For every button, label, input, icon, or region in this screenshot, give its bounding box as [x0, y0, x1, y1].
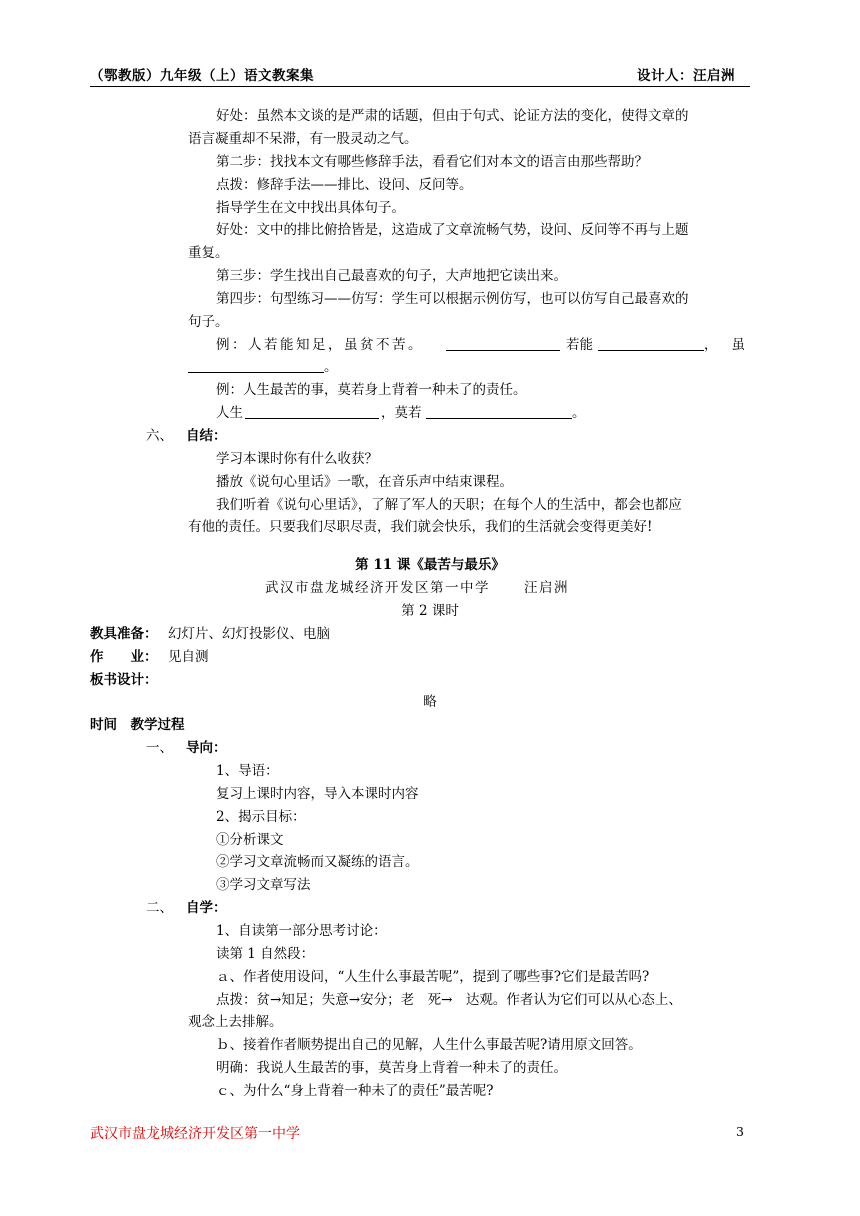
board-value: 略 [423, 694, 437, 710]
homework-value: 见自测 [168, 649, 209, 665]
tools-value: 幻灯片、幻灯投影仪、电脑 [168, 626, 330, 642]
example-1-end: 。 [324, 359, 338, 375]
text-line: 有他的责任。只要我们尽职尽责，我们就会快乐，我们的生活就会变得更美好! [188, 519, 653, 535]
example-2-fill-b: ，莫若 [381, 405, 422, 421]
section-6-number: 六、 [146, 428, 173, 444]
board-label: 板书设计： [90, 672, 158, 688]
section-2-number: 二、 [146, 900, 173, 916]
text-line: 语言凝重却不呆滞，有一股灵动之气。 [188, 131, 418, 147]
header-title: （鄂教版）九年级（上）语文教案集 [90, 68, 314, 84]
text-line: ②学习文章流畅而又凝练的语言。 [216, 854, 419, 870]
blank-line [426, 405, 572, 419]
text-line: 指导学生在文中找出具体句子。 [216, 200, 405, 216]
text-line: 读第 1 自然段： [216, 946, 315, 962]
lesson-author: 汪启洲 [524, 580, 569, 596]
text-line: 好处：文中的排比俯拾皆是，这造成了文章流畅气势，设问、反问等不再与上题 [216, 222, 689, 238]
blank-line [245, 405, 379, 419]
text-line: 重复。 [188, 245, 229, 261]
text-line: 好处：虽然本文谈的是严肃的话题，但由于句式、论证方法的变化，使得文章的 [216, 108, 689, 124]
text-line: 1、自读第一部分思考讨论： [216, 923, 387, 939]
text-line: ①分析课文 [216, 832, 284, 848]
text-line: ａ、作者使用设问，“人生什么事最苦呢”，提到了哪些事?它们是最苦吗? [216, 969, 650, 985]
text-line: 句子。 [188, 314, 229, 330]
blank-line [598, 337, 704, 351]
text-line: 学习本课时你有什么收获？ [216, 451, 378, 467]
homework-label: 作 业： [90, 649, 158, 665]
footer-school: 武汉市盘龙城经济开发区第一中学 [90, 1126, 300, 1142]
section-1-title: 导向： [186, 740, 227, 756]
example-1-part: 若能 [566, 337, 593, 353]
blank-line [446, 337, 560, 351]
text-line: 观念上去排解。 [188, 1014, 283, 1030]
page-number: 3 [736, 1124, 744, 1139]
example-2-fill-c: 。 [572, 405, 586, 421]
example-1: 例：人若能知足，虽贫不苦。 [216, 337, 424, 353]
section-6-title: 自结： [186, 428, 227, 444]
example-1-part: ，虽 [704, 337, 759, 353]
section-2-title: 自学： [186, 900, 227, 916]
lesson-period: 第 2 课时 [401, 603, 459, 619]
text-line: 明确：我说人生最苦的事，莫苦身上背着一种未了的责任。 [216, 1060, 567, 1076]
text-line: ｂ、接着作者顺势提出自己的见解，人生什么事最苦呢?请用原文回答。 [216, 1037, 642, 1053]
header-designer: 设计人：汪启洲 [637, 68, 735, 84]
text-line: ③学习文章写法 [216, 877, 311, 893]
text-line: 播放《说句心里话》一歌，在音乐声中结束课程。 [216, 474, 513, 490]
tools-label: 教具准备： [90, 626, 158, 642]
process-heading: 时间 教学过程 [90, 717, 185, 733]
text-line: 1、导语： [216, 763, 279, 779]
text-line: 第四步：句型练习——仿写：学生可以根据示例仿写，也可以仿写自己最喜欢的 [216, 291, 689, 307]
blank-line [188, 359, 324, 373]
example-2: 例：人生最苦的事，莫若身上背着一种未了的责任。 [216, 382, 527, 398]
text-line: 复习上课时内容，导入本课时内容 [216, 786, 419, 802]
section-1-number: 一、 [146, 740, 173, 756]
example-2-fill-a: 人生 [216, 405, 243, 421]
text-line: 点拨：贫→知足；失意→安分；老 死→ 达观。作者认为它们可以从心态上、 [216, 992, 682, 1008]
text-line: ｃ、为什么“身上背着一种未了的责任”最苦呢? [216, 1083, 494, 1099]
text-line: 第三步：学生找出自己最喜欢的句子，大声地把它读出来。 [216, 268, 567, 284]
lesson-school: 武汉市盘龙城经济开发区第一中学 [265, 580, 490, 596]
text-line: 2、揭示目标： [216, 809, 306, 825]
text-line: 我们听着《说句心里话》，了解了军人的天职；在每个人的生活中，都会也都应 [216, 497, 682, 513]
lesson-title: 第 11 课《最苦与最乐》 [355, 557, 505, 573]
text-line: 第二步：找找本文有哪些修辞手法，看看它们对本文的语言由那些帮助？ [216, 154, 648, 170]
header-rule [90, 86, 750, 87]
text-line: 点拨：修辞手法——排比、设问、反问等。 [216, 177, 473, 193]
